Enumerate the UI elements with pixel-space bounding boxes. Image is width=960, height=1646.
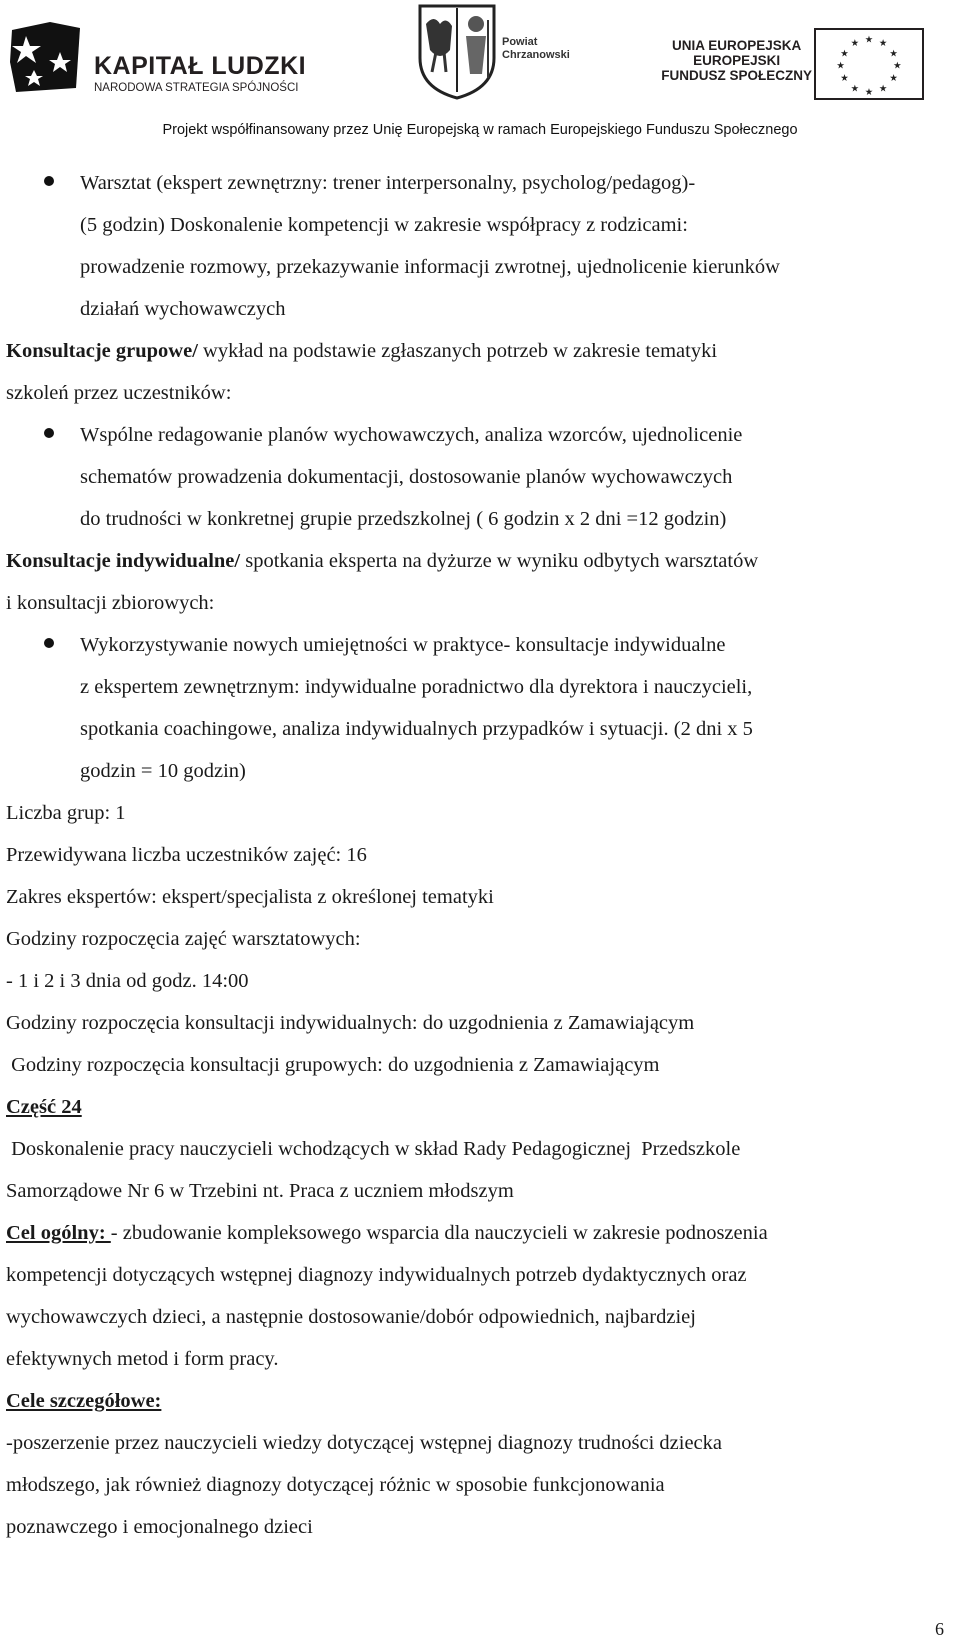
svg-text:★: ★ xyxy=(850,83,860,95)
text-line: młodszego, jak również diagnozy dotyczącej różnic w sposobie funkcjonowania xyxy=(6,1474,665,1496)
text-line: -poszerzenie przez nauczycieli wiedzy dotyczącej wstępnej diagnozy trudności dziecka xyxy=(6,1432,723,1454)
godziny-konsultacji-indywidualnych: Godziny rozpoczęcia konsultacji indywidualnych: do uzgodnienia z Zamawiającym xyxy=(6,1012,695,1034)
eu-line-2: EUROPEJSKI xyxy=(693,53,781,68)
eu-line-1: UNIA EUROPEJSKA xyxy=(671,38,802,53)
text-span: spotkania eksperta na dyżurze w wyniku odbytych warsztatów xyxy=(240,550,759,572)
text-line: działań wychowawczych xyxy=(80,298,286,320)
text-line: do trudności w konkretnej grupie przedszkolnej ( 6 godzin x 2 dni =12 godzin) xyxy=(80,508,727,530)
project-cofinancing-line: Projekt współfinansowany przez Unię Europejską w ramach Europejskiego Funduszu Społecznego xyxy=(162,122,798,138)
svg-text:★: ★ xyxy=(840,73,849,84)
czesc-heading: Część 24 xyxy=(6,1096,82,1118)
text-line: godzin = 10 godzin) xyxy=(80,760,246,782)
svg-text:★: ★ xyxy=(864,34,874,46)
konsultacje-grupowe-line xyxy=(6,330,950,372)
text-line: Samorządowe Nr 6 w Trzebini nt. Praca z uczniem młodszym xyxy=(6,1180,514,1202)
text-line: Doskonalenie pracy nauczycieli wchodzących w skład Rady Pedagogicznej Przedszkole xyxy=(6,1138,741,1160)
konsultacje-indywidualne-heading: Konsultacje indywidualne/ xyxy=(6,550,241,572)
svg-text:★: ★ xyxy=(889,48,898,60)
text-line: schematów prowadzenia dokumentacji, dostosowanie planów wychowawczych xyxy=(80,466,733,488)
powiat-line-1: Powiat xyxy=(502,36,538,48)
page-header xyxy=(0,0,960,150)
bullet-dot xyxy=(44,638,54,648)
text-line: Warsztat (ekspert zewnętrzny: trener interpersonalny, psycholog/pedagog)- xyxy=(80,172,696,194)
text-span: wykład na podstawie zgłaszanych potrzeb w zakresie tematyki xyxy=(197,340,718,362)
text-line: efektywnych metod i form pracy. xyxy=(6,1348,279,1370)
dni-zajec: - 1 i 2 i 3 dnia od godz. 14:00 xyxy=(6,970,249,992)
eu-flag-icon xyxy=(814,28,924,100)
svg-text:★: ★ xyxy=(878,38,888,50)
svg-text:★: ★ xyxy=(840,48,849,60)
text-line: szkoleń przez uczestników: xyxy=(6,382,232,404)
svg-text:★: ★ xyxy=(893,60,902,72)
text-line: poznawczego i emocjonalnego dzieci xyxy=(6,1516,313,1538)
page-number: 6 xyxy=(935,1619,944,1639)
text-line: Wykorzystywanie nowych umiejętności w praktyce- konsultacje indywidualne xyxy=(80,634,726,656)
godziny-konsultacji-grupowych: Godziny rozpoczęcia konsultacji grupowych: do uzgodnienia z Zamawiającym xyxy=(6,1054,660,1076)
powiat-line-2: Chrzanowski xyxy=(502,49,570,61)
cel-ogolny-line xyxy=(6,1212,950,1254)
eu-label xyxy=(661,38,812,83)
bullet-dot xyxy=(44,428,54,438)
eu-logo xyxy=(640,28,940,98)
text-line: z ekspertem zewnętrznym: indywidualne poradnictwo dla dyrektora i nauczycieli, xyxy=(80,676,753,698)
kapital-ludzki-logo xyxy=(10,22,307,94)
text-span: - zbudowanie kompleksowego wsparcia dla nauczycieli w zakresie podnoszenia xyxy=(110,1222,768,1244)
konsultacje-indywidualne-line xyxy=(6,540,950,582)
text-line: spotkania coachingowe, analiza indywidualnych przypadków i sytuacji. (2 dni x 5 xyxy=(80,718,753,740)
svg-text:★: ★ xyxy=(864,87,874,99)
svg-text:★: ★ xyxy=(836,60,845,72)
kapital-ludzki-mark-icon xyxy=(10,22,82,92)
kapital-ludzki-subtitle: NARODOWA STRATEGIA SPÓJNOŚCI xyxy=(94,82,299,94)
godziny-warsztatow: Godziny rozpoczęcia zajęć warsztatowych: xyxy=(6,928,361,950)
text-line: wychowawczych dzieci, a następnie dostosowanie/dobór odpowiednich, najbardziej xyxy=(6,1306,696,1328)
powiat-label xyxy=(502,36,570,62)
svg-text:★: ★ xyxy=(878,83,888,95)
powiat-chrzanowski-logo xyxy=(412,2,572,102)
text-line: kompetencji dotyczących wstępnej diagnozy indywidualnych potrzeb dydaktycznych oraz xyxy=(6,1264,747,1286)
powiat-coat-of-arms-icon xyxy=(416,2,498,100)
svg-text:★: ★ xyxy=(889,73,898,84)
svg-text:★: ★ xyxy=(850,38,860,50)
text-line: Wspólne redagowanie planów wychowawczych, analiza wzorców, ujednolicenie xyxy=(80,424,743,446)
liczba-grup: Liczba grup: 1 xyxy=(6,802,126,824)
text-line: (5 godzin) Doskonalenie kompetencji w zakresie współpracy z rodzicami: xyxy=(80,214,688,236)
liczba-uczestnikow: Przewidywana liczba uczestników zajęć: 16 xyxy=(6,844,367,866)
zakres-ekspertow: Zakres ekspertów: ekspert/specjalista z określonej tematyki xyxy=(6,886,494,908)
text-line: i konsultacji zbiorowych: xyxy=(6,592,215,614)
bullet-dot xyxy=(44,176,54,186)
cel-ogolny-label: Cel ogólny: xyxy=(6,1222,111,1244)
kapital-ludzki-title: KAPITAŁ LUDZKI xyxy=(94,52,307,80)
konsultacje-grupowe-heading: Konsultacje grupowe/ xyxy=(6,340,198,362)
eu-line-3: FUNDUSZ SPOŁECZNY xyxy=(661,68,812,83)
text-line: prowadzenie rozmowy, przekazywanie informacji zwrotnej, ujednolicenie kierunków xyxy=(80,256,780,278)
cele-szczegolowe-heading: Cele szczegółowe: xyxy=(6,1390,162,1412)
